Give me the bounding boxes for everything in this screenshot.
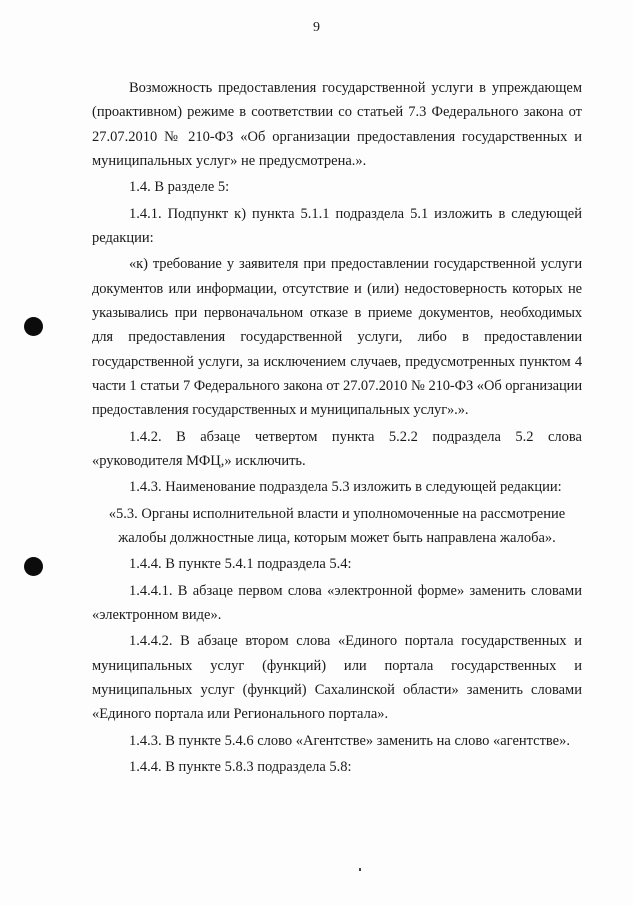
scan-speck	[359, 868, 361, 871]
paragraph-1-4-3-heading: 1.4.3. Наименование подраздела 5.3 изложить в следующей редакции:	[129, 479, 562, 496]
paragraph-proactive-mode: Возможность предоставления государственной услуги в упреждающем (проактивном) режиме в соответствии со статьей 7.3 Федерального закона от 27.07.2010 № 210-ФЗ «Об организации предоставления государственных и муниципальных услуг» не предусмотрена.».	[92, 80, 582, 169]
document-body	[92, 76, 582, 781]
paragraph-1-4-1: 1.4.1. Подпункт к) пункта 5.1.1 подраздела 5.1 изложить в следующей редакции:	[92, 205, 582, 246]
paragraph-quote-k: «к) требование у заявителя при предоставлении государственной услуги документов или информации, отсутствие и (или) недостоверность которых не указывались при первоначальном отказе в приеме документов, необходимых для предоставления государственной услуги, либо в предоставлении государственной услуги, за исключением случаев, предусмотренных пунктом 4 части 1 статьи 7 Федерального закона от 27.07.2010 № 210-ФЗ «Об организации предоставления государственных и муниципальных услуг».».	[92, 256, 582, 419]
paragraph-1-4: 1.4. В разделе 5:	[129, 179, 230, 196]
paragraph-1-4-4-1: 1.4.4.1. В абзаце первом слова «электронной форме» заменить словами «электронном виде».	[92, 582, 582, 623]
paragraph-section-5-3-title: «5.3. Органы исполнительной власти и уполномоченные на рассмотрение жалобы должностные лица, которым может быть направлена жалоба».	[108, 505, 566, 546]
punch-hole-top	[24, 317, 43, 336]
page-number: 9	[313, 20, 320, 35]
paragraph-1-4-3-agency: 1.4.3. В пункте 5.4.6 слово «Агентстве» заменить на слово «агентстве».	[129, 732, 570, 749]
paragraph-1-4-4-section-5-8: 1.4.4. В пункте 5.8.3 подраздела 5.8:	[129, 759, 352, 776]
paragraph-1-4-4-2: 1.4.4.2. В абзаце втором слова «Единого портала государственных и муниципальных услуг (функций) или портала государственных и муниципальных услуг (функций) Сахалинской области» заменить словами «Единого портала или Регионального портала».	[92, 633, 582, 723]
paragraph-1-4-4: 1.4.4. В пункте 5.4.1 подраздела 5.4:	[129, 556, 352, 573]
punch-hole-bottom	[24, 557, 43, 576]
paragraph-1-4-2: 1.4.2. В абзаце четвертом пункта 5.2.2 подраздела 5.2 слова «руководителя МФЦ,» исключить.	[92, 428, 582, 469]
